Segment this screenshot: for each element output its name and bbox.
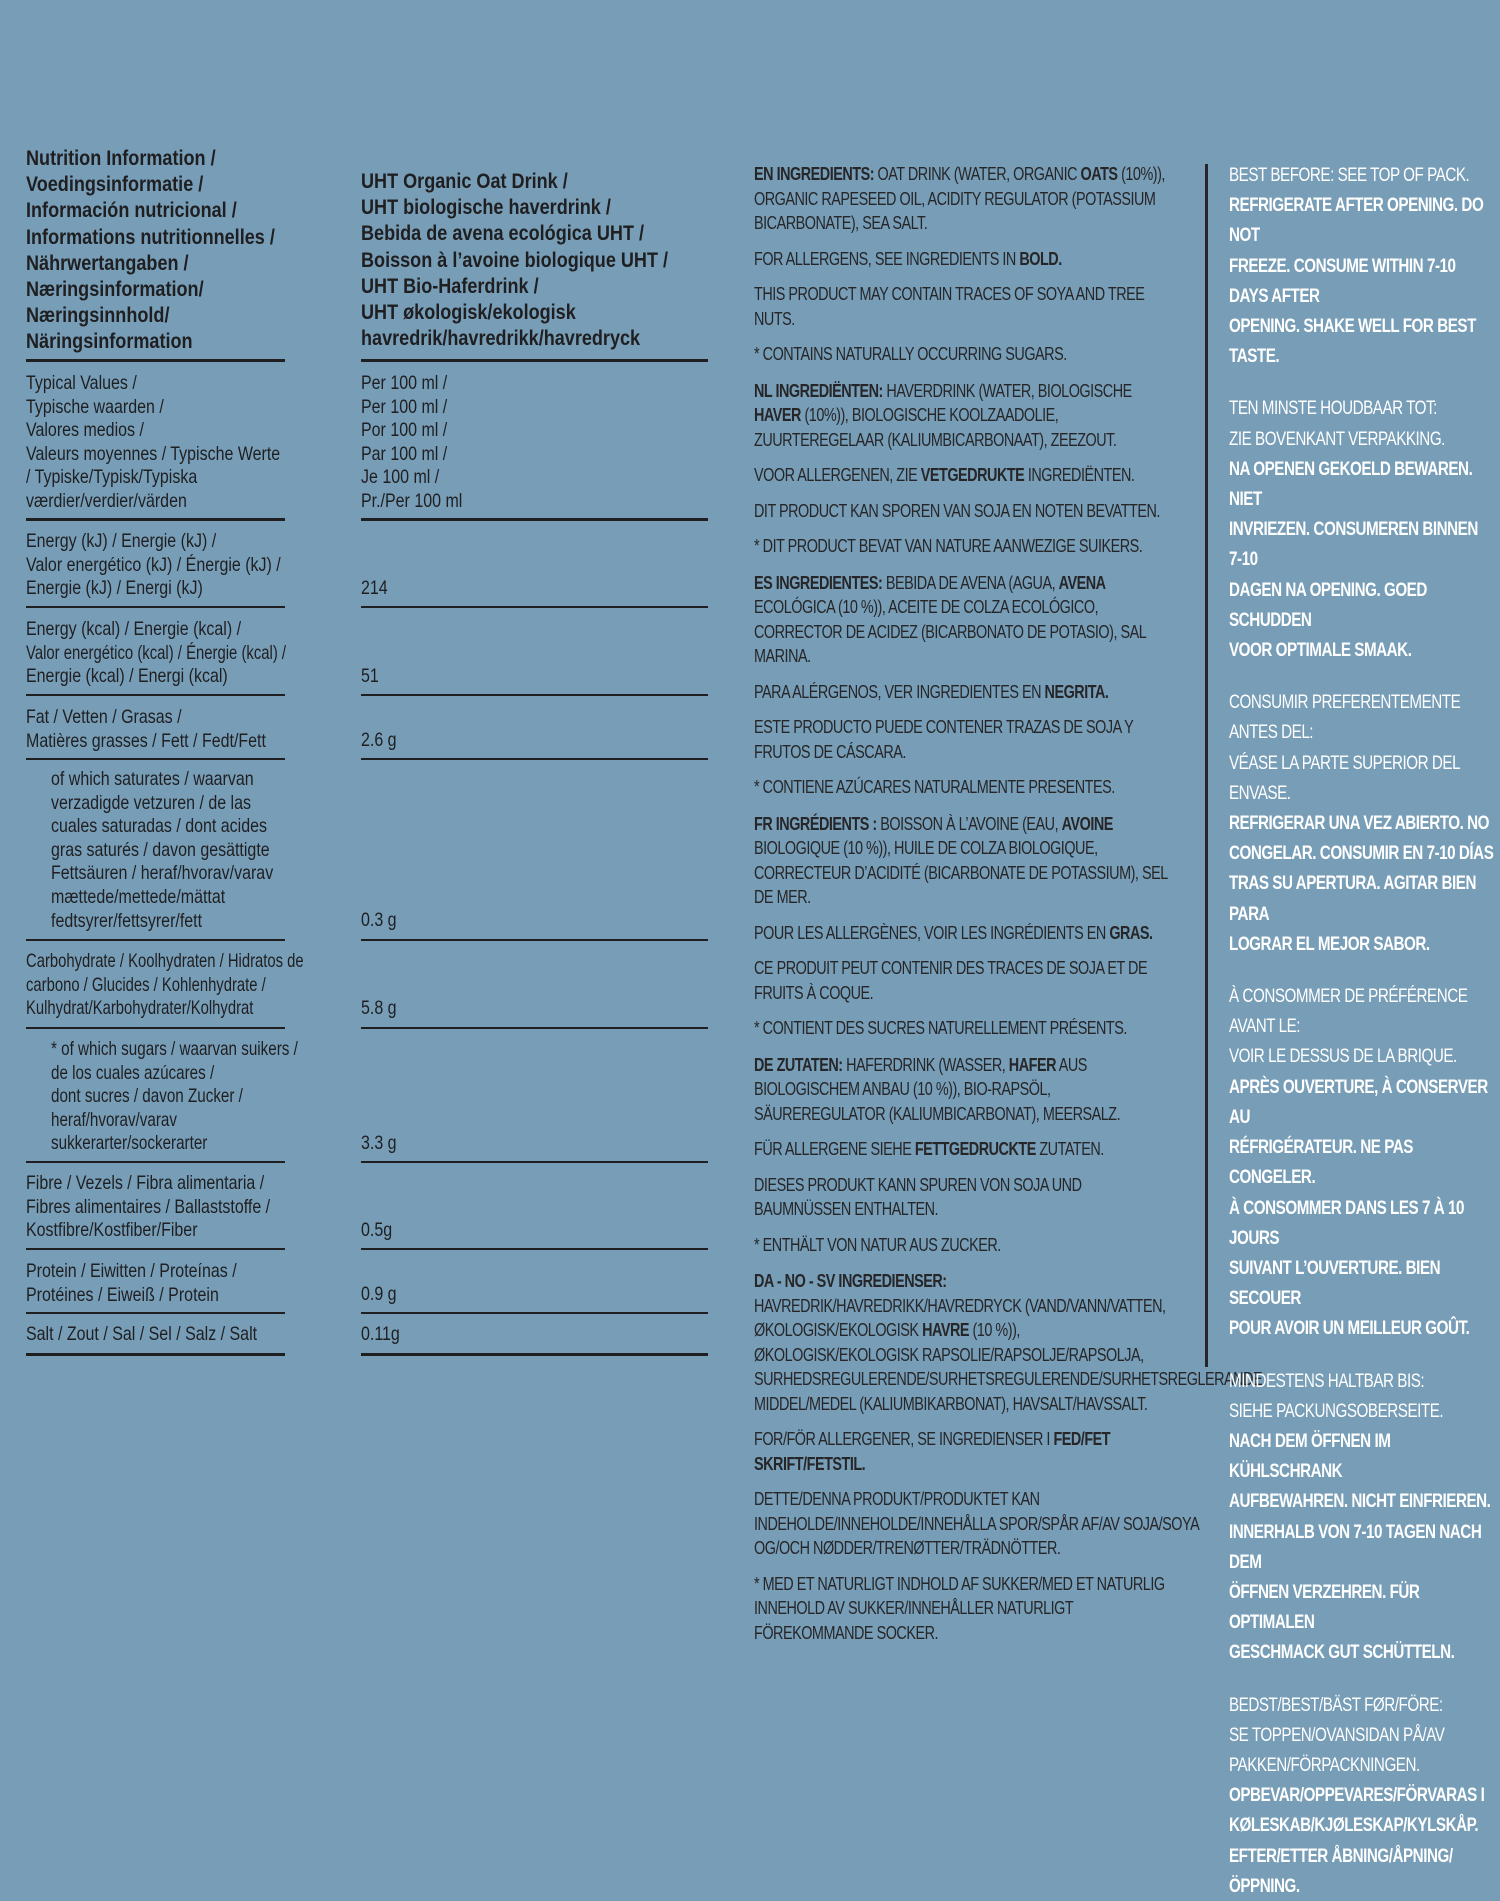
divider [361, 518, 708, 521]
label-line: sukkerarter/sockerarter [51, 1132, 208, 1155]
energy-kj-label [26, 530, 337, 601]
storage-bold: NA OPENEN GEKOELD BEWAREN. NIET [1229, 457, 1473, 511]
label-line: Por 100 ml / [361, 419, 448, 442]
storage-line [1229, 868, 1494, 928]
allergen-note-text: POUR LES ALLERGÈNES, VOIR LES INGRÉDIENTS EN [754, 922, 1110, 943]
label-line: Valor energético (kcal) / Énergie (kcal) / [26, 641, 287, 664]
divider [361, 694, 708, 696]
label-line: Per 100 ml / [361, 395, 448, 418]
storage-bold: VOOR OPTIMALE SMAAK. [1229, 639, 1412, 662]
divider [26, 1161, 285, 1163]
storage-line [1229, 1313, 1494, 1343]
allergen-note [754, 1137, 1178, 1162]
ingredients-en [754, 162, 1178, 236]
ingredients-column [754, 162, 1274, 1645]
sugars-note: * DIT PRODUCT BEVAT VAN NATURE AANWEZIGE SUIKERS. [754, 536, 1143, 556]
storage-bold: ÖFFNEN VERZEHREN. FÜR OPTIMALEN [1229, 1580, 1420, 1634]
ingredients-heading: EN INGREDIENTS: [754, 164, 875, 184]
divider [26, 1027, 285, 1029]
label-line: Typische waarden / [26, 395, 164, 418]
storage-bold: REFRIGERATE AFTER OPENING. DO NOT [1229, 194, 1484, 247]
storage-line [1229, 190, 1494, 250]
label-line: Salt / Zout / Sal / Sel / Salz / Salt [26, 1323, 258, 1345]
product-line: UHT Bio-Haferdrink / [361, 274, 539, 298]
allergen-note-text: FÜR ALLERGENE SIEHE [754, 1139, 915, 1159]
storage-line [1229, 929, 1494, 959]
label-line: Fat / Vetten / Grasas / [26, 706, 182, 728]
label-line: Valeurs moyennes / Typische Werte [26, 442, 281, 465]
allergen-note [754, 1427, 1178, 1476]
label-line: cuales saturadas / dont acides [51, 815, 268, 838]
divider [26, 1248, 285, 1250]
storage-line [1229, 575, 1494, 635]
storage-line: PAKKEN/FÖRPACKNINGEN. [1229, 1753, 1420, 1776]
value-text: 2.6 g [361, 729, 397, 751]
product-line: Boisson à l’avoine biologique UHT / [361, 248, 669, 272]
storage-es [1229, 687, 1494, 959]
value-text: 5.8 g [361, 997, 397, 1019]
product-line: UHT økologisk/ekologisk [361, 301, 576, 325]
value-text: 0.11g [361, 1323, 400, 1345]
ingredients-text: AUS BIOLOGISCHEM ANBAU (10 %)), BIO-RAPSÖL, SÄUREREGULATOR (KALIUMBICARBONAT), MEERSALZ. [754, 1054, 1121, 1124]
traces-note: CE PRODUIT PEUT CONTENIR DES TRACES DE SOJA ET DE FRUITS À COQUE. [754, 958, 1148, 1003]
storage-line [1229, 454, 1494, 514]
storage-bold: APRÈS OUVERTURE, À CONSERVER AU [1229, 1075, 1488, 1128]
heading-line: Näringsinformation [26, 330, 193, 354]
divider [26, 518, 285, 521]
value-text: 0.3 g [361, 909, 397, 931]
divider [361, 1161, 708, 1163]
storage-line [1229, 1426, 1494, 1486]
value-text: 0.9 g [361, 1283, 397, 1305]
storage-bold: POUR AVOIR UN MEILLEUR GOÛT. [1229, 1317, 1470, 1340]
storage-bold: DAGEN NA OPENING. GOED SCHUDDEN [1229, 578, 1427, 631]
per-100ml-label [361, 372, 485, 514]
fibre-label [26, 1172, 324, 1243]
divider [26, 1353, 285, 1356]
allergen-bold: FED/FET SKRIFT/FETSTIL. [754, 1429, 1111, 1474]
protein-value [361, 1283, 404, 1307]
value-text: 3.3 g [361, 1132, 397, 1154]
ingredients-text: (10 %)), ØKOLOGISK/EKOLOGISK RAPSOLIE/RAPSOLJE/RAPSOLJA, SURHEDSREGULERENDE/SURHETSREGULERENDE/SURHETSREGLERANDE MIDDEL/MEDEL (KALIUMBIKARBONAT), HAVSALT/HAVSSALT. [754, 1320, 1263, 1414]
allergen-bold: AVENA [1058, 572, 1106, 593]
label-line: Per 100 ml / [361, 372, 448, 394]
ingredients-de [754, 1053, 1178, 1127]
sugars-label [51, 1038, 367, 1156]
energy-kcal-value [361, 665, 383, 689]
label-line: gras saturés / davon gesättigte [51, 838, 270, 861]
ingredients-text: (10%)), ORGANIC RAPESEED OIL, ACIDITY REGULATOR (POTASSIUM BICARBONATE), SEA SALT. [754, 164, 1165, 233]
storage-line [1229, 1810, 1494, 1840]
label-line: Carbohydrate / Koolhydraten / Hidratos de [26, 950, 304, 972]
heading-line: Información nutricional / [26, 199, 237, 223]
energy-kcal-label [26, 618, 367, 689]
storage-line: BEST BEFORE: SEE TOP OF PACK. [1229, 164, 1470, 186]
label-line: Energie (kJ) / Energi (kJ) [26, 577, 203, 600]
label-line: heraf/hvorav/varav [51, 1108, 177, 1131]
divider [361, 1027, 708, 1029]
label-line: værdier/verdier/värden [26, 489, 187, 512]
traces-note: DETTE/DENNA PRODUKT/PRODUKTET KAN INDEHOLDE/INNEHOLDE/INNEHÅLLA SPOR/SPÅR AF/AV SOJA/SOYA OG/OCH NØDDER/TRENØTTER/TRÄDNÖTTER. [754, 1489, 1199, 1558]
ingredients-es [754, 571, 1178, 669]
storage-bold: EFTER/ETTER ÅBNING/ÅPNING/ÖPPNING. [1229, 1844, 1453, 1897]
ingredients-nl [754, 379, 1178, 453]
ingredients-text: HAVERDRINK (WATER, BIOLOGISCHE [882, 380, 1132, 401]
salt-value [361, 1323, 408, 1347]
label-line: Pr./Per 100 ml [361, 489, 463, 512]
storage-line [1229, 1072, 1494, 1132]
allergen-bold: OATS [1080, 164, 1118, 184]
storage-bold: OPBEVAR/OPPEVARES/FÖRVARAS I [1229, 1784, 1485, 1807]
allergen-note [754, 463, 1178, 488]
heading-line: Nutrition Information / [26, 147, 216, 170]
storage-bold: AUFBEWAHREN. NICHT EINFRIEREN. [1229, 1490, 1491, 1513]
sugars-note: * ENTHÄLT VON NATUR AUS ZUCKER. [754, 1234, 1001, 1255]
storage-line [1229, 1780, 1494, 1810]
heading-line: Nährwertangaben / [26, 251, 189, 275]
allergen-bold: AVOINE [1061, 813, 1113, 834]
ingredients-fr [754, 812, 1178, 910]
allergen-bold: BOLD. [1019, 248, 1062, 269]
traces-note: DIT PRODUCT KAN SPOREN VAN SOJA EN NOTEN BEVATTEN. [754, 500, 1160, 521]
storage-line: VOIR LE DESSUS DE LA BRIQUE. [1229, 1045, 1457, 1068]
storage-line: BEDST/BEST/BÄST FØR/FÖRE: [1229, 1693, 1443, 1716]
divider [26, 359, 285, 362]
ingredients-heading: DE ZUTATEN: [754, 1054, 843, 1075]
label-line: / Typiske/Typisk/Typiska [26, 466, 198, 489]
ingredients-text: OAT DRINK (WATER, ORGANIC [874, 164, 1081, 184]
label-line: Valor energético (kJ) / Énergie (kJ) / [26, 553, 281, 576]
storage-line [1229, 514, 1494, 574]
label-line: Fibres alimentaires / Ballaststoffe / [26, 1195, 271, 1218]
value-text: 214 [361, 577, 388, 599]
allergen-note [754, 921, 1178, 946]
storage-bold: OPENING. SHAKE WELL FOR BEST TASTE. [1229, 315, 1476, 368]
storage-line: CONSUMIR PREFERENTEMENTE ANTES DEL: [1229, 691, 1461, 744]
storage-line: TEN MINSTE HOUDBAAR TOT: [1229, 397, 1437, 420]
carbohydrate-label [26, 950, 391, 1021]
traces-note: ESTE PRODUCTO PUEDE CONTENER TRAZAS DE SOJA Y FRUTOS DE CÁSCARA. [754, 717, 1134, 762]
storage-line: ZIE BOVENKANT VERPAKKING. [1229, 427, 1445, 450]
ingredients-text: ECOLÓGICA (10 %)), ACEITE DE COLZA ECOLÓGICO, CORRECTOR DE ACIDEZ (BICARBONATO DE POTASIO), SAL MARINA. [754, 597, 1146, 666]
nutrition-heading [26, 146, 315, 356]
storage-line: SE TOPPEN/OVANSIDAN PÅ/AV [1229, 1723, 1445, 1746]
heading-line: Næringsinnhold/ [26, 304, 170, 328]
divider [361, 1353, 708, 1356]
allergen-bold: NEGRITA. [1044, 681, 1109, 702]
storage-bold: INNERHALB VON 7-10 TAGEN NACH DEM [1229, 1520, 1482, 1573]
storage-bold: GESCHMACK GUT SCHÜTTELN. [1229, 1641, 1455, 1664]
divider [26, 758, 285, 760]
label-line: Energy (kcal) / Energie (kcal) / [26, 618, 242, 640]
product-line: UHT biologische haverdrink / [361, 196, 611, 220]
storage-line [1229, 635, 1494, 665]
divider [26, 694, 285, 696]
label-line: Protéines / Eiweiß / Protein [26, 1283, 219, 1306]
energy-kj-value [361, 577, 394, 601]
storage-bold: NACH DEM ÖFFNEN IM KÜHLSCHRANK [1229, 1429, 1391, 1483]
storage-bold: RÉFRIGÉRATEUR. NE PAS CONGELER. [1229, 1136, 1413, 1189]
sugars-note: * CONTIENT DES SUCRES NATURELLEMENT PRÉSENTS. [754, 1018, 1127, 1038]
storage-column [1229, 160, 1500, 1901]
divider [26, 606, 285, 608]
allergen-bold: HAVER [754, 405, 801, 425]
ingredients-da-no-sv [754, 1269, 1263, 1416]
saturates-value [361, 909, 404, 933]
label-line: Energie (kcal) / Energi (kcal) [26, 665, 228, 688]
allergen-note-text: PARA ALÉRGENOS, VER INGREDIENTES EN [754, 681, 1045, 702]
label-line: Kulhydrat/Karbohydrater/Kolhydrat [26, 997, 254, 1020]
allergen-note-text: FOR/FÖR ALLERGENER, SE INGREDIENSER I [754, 1429, 1054, 1449]
traces-note: THIS PRODUCT MAY CONTAIN TRACES OF SOYA AND TREE NUTS. [754, 284, 1145, 329]
ingredients-heading: NL INGREDIËNTEN: [754, 380, 883, 401]
storage-bold: FREEZE. CONSUME WITHIN 7-10 DAYS AFTER [1229, 254, 1456, 307]
label-line: Protein / Eiwitten / Proteínas / [26, 1260, 237, 1282]
allergen-bold: GRAS. [1109, 922, 1153, 943]
storage-line [1229, 251, 1494, 311]
label-line: Fibre / Vezels / Fibra alimentaria / [26, 1172, 265, 1194]
storage-bold: INVRIEZEN. CONSUMEREN BINNEN 7-10 [1229, 518, 1478, 571]
label-line: Je 100 ml / [361, 466, 440, 489]
fat-label [26, 706, 319, 753]
storage-line [1229, 311, 1494, 371]
label-line: fedtsyrer/fettsyrer/fett [51, 909, 203, 932]
storage-bold: KØLESKAB/KJØLESKAP/KYLSKÅP. [1229, 1814, 1479, 1837]
allergen-note-text: VOOR ALLERGENEN, ZIE [754, 465, 921, 485]
label-line: verzadigde vetzuren / de las [51, 791, 252, 814]
ingredients-text: (10%)), BIOLOGISCHE KOOLZAADOLIE, ZUURTEREGELAAR (KALIUMBICARBONAAT), ZEEZOUT. [754, 405, 1117, 450]
divider [361, 1312, 708, 1314]
heading-line: Informations nutritionnelles / [26, 225, 275, 249]
traces-note: DIESES PRODUKT KANN SPUREN VON SOJA UND BAUMNÜSSEN ENTHALTEN. [754, 1174, 1082, 1219]
storage-line [1229, 1132, 1494, 1192]
product-line: havredrik/havredrikk/havredryck [361, 327, 641, 351]
label-line: Matières grasses / Fett / Fedt/Fett [26, 729, 266, 752]
allergen-note [754, 247, 1178, 272]
ingredients-heading: FR INGRÉDIENTS : [754, 813, 877, 834]
storage-bold: SUIVANT L’OUVERTURE. BIEN SECOUER [1229, 1256, 1441, 1310]
label-line: Fettsäuren / heraf/hvorav/varav [51, 862, 274, 885]
storage-bold: LOGRAR EL MEJOR SABOR. [1229, 932, 1430, 955]
storage-line [1229, 1517, 1494, 1577]
protein-label [26, 1260, 283, 1307]
product-line: Bebida de avena ecológica UHT / [361, 222, 645, 246]
allergen-bold: FETTGEDRUCKTE [914, 1139, 1036, 1159]
value-text: 0.5g [361, 1219, 393, 1241]
allergen-note-text: FOR ALLERGENS, SEE INGREDIENTS IN [754, 248, 1020, 269]
storage-line [1229, 1841, 1494, 1901]
storage-fr [1229, 981, 1494, 1343]
value-text: 51 [361, 665, 379, 687]
storage-bold: À CONSOMMER DANS LES 7 À 10 JOURS [1229, 1196, 1464, 1249]
sugars-note: * CONTIENE AZÚCARES NATURALMENTE PRESENTES. [754, 777, 1115, 797]
divider [361, 359, 708, 362]
heading-line: Næringsinformation/ [26, 278, 204, 302]
ingredients-text: HAVREDRIK/HAVREDRIKK/HAVREDRYCK (VAND/VANN/VATTEN, ØKOLOGISK/EKOLOGISK [754, 1295, 1166, 1340]
fibre-value [361, 1219, 399, 1243]
divider [361, 1248, 708, 1250]
ingredients-text: BOISSON À L’AVOINE (EAU, [876, 813, 1062, 834]
storage-line: MINDESTENS HALTBAR BIS: [1229, 1369, 1425, 1392]
divider [361, 939, 708, 941]
heading-line: Voedingsinformatie / [26, 173, 204, 197]
typical-values-label [26, 372, 336, 514]
label-line: Par 100 ml / [361, 442, 448, 465]
product-line: UHT Organic Oat Drink / [361, 170, 568, 193]
storage-bold: REFRIGERAR UNA VEZ ABIERTO. NO [1229, 812, 1490, 835]
ingredients-text: BEBIDA DE AVENA (AGUA, [882, 572, 1059, 593]
allergen-note [754, 680, 1178, 705]
label-line: de los cuales azúcares / [51, 1061, 215, 1084]
label-line: of which saturates / waarvan [51, 768, 254, 790]
label-line: carbono / Glucides / Kohlenhydrate / [26, 973, 266, 996]
allergen-bold: HAFER [1008, 1054, 1056, 1075]
label-line: Valores medios / [26, 419, 144, 442]
storage-line [1229, 838, 1494, 868]
storage-en [1229, 160, 1494, 371]
divider [361, 758, 708, 760]
storage-line: VÉASE LA PARTE SUPERIOR DEL ENVASE. [1229, 751, 1460, 804]
allergen-bold: VETGEDRUKTE [920, 465, 1025, 485]
storage-bold: CONGELAR. CONSUMIR EN 7-10 DÍAS [1229, 842, 1494, 865]
allergen-bold: HAVRE [922, 1320, 970, 1340]
carbohydrate-value [361, 997, 404, 1021]
ingredients-text: HAFERDRINK (WASSER, [842, 1054, 1009, 1075]
label-line: mættede/mettede/mättat [51, 885, 226, 908]
storage-nl [1229, 393, 1494, 665]
storage-line [1229, 1577, 1494, 1637]
storage-line [1229, 1637, 1494, 1667]
divider [26, 1312, 285, 1314]
storage-line [1229, 1253, 1494, 1313]
ingredients-heading: DA - NO - SV INGREDIENSER: [754, 1271, 947, 1291]
storage-line: SIEHE PACKUNGSOBERSEITE. [1229, 1399, 1444, 1422]
sugars-value [361, 1132, 404, 1156]
sugars-note: * MED ET NATURLIGT INDHOLD AF SUKKER/MED ET NATURLIG INNEHOLD AV SUKKER/INNEHÅLLER NATURLIGT FÖREKOMMANDE SOCKER. [754, 1573, 1165, 1643]
storage-da-no-sv [1229, 1690, 1494, 1901]
storage-line: À CONSOMMER DE PRÉFÉRENCE AVANT LE: [1229, 985, 1468, 1038]
ingredients-heading: ES INGREDIENTES: [754, 572, 883, 593]
ingredients-text: BIOLOGIQUE (10 %)), HUILE DE COLZA BIOLOGIQUE, CORRECTEUR D’ACIDITÉ (BICARBONATE DE POTASSIUM), SEL DE MER. [754, 838, 1168, 907]
fat-value [361, 729, 404, 753]
storage-line [1229, 1486, 1494, 1516]
label-line: dont sucres / davon Zucker / [51, 1085, 243, 1108]
divider [361, 606, 708, 608]
storage-de [1229, 1366, 1494, 1668]
label-line: * of which sugars / waarvan suikers / [51, 1038, 298, 1060]
sugars-note: * CONTAINS NATURALLY OCCURRING SUGARS. [754, 344, 1067, 364]
storage-line [1229, 1193, 1494, 1253]
storage-bold: TRAS SU APERTURA. AGITAR BIEN PARA [1229, 872, 1476, 925]
allergen-note-text: INGREDIËNTEN. [1024, 465, 1135, 485]
column-divider [1205, 164, 1208, 1367]
saturates-label [51, 768, 322, 933]
label-line: Energy (kJ) / Energie (kJ) / [26, 530, 217, 552]
label-line: Kostfibre/Kostfiber/Fiber [26, 1219, 198, 1242]
product-name [361, 169, 718, 352]
divider [26, 939, 285, 941]
salt-label [26, 1323, 308, 1347]
allergen-note-text: ZUTATEN. [1035, 1139, 1104, 1159]
label-line: Typical Values / [26, 372, 137, 394]
storage-line [1229, 808, 1494, 838]
